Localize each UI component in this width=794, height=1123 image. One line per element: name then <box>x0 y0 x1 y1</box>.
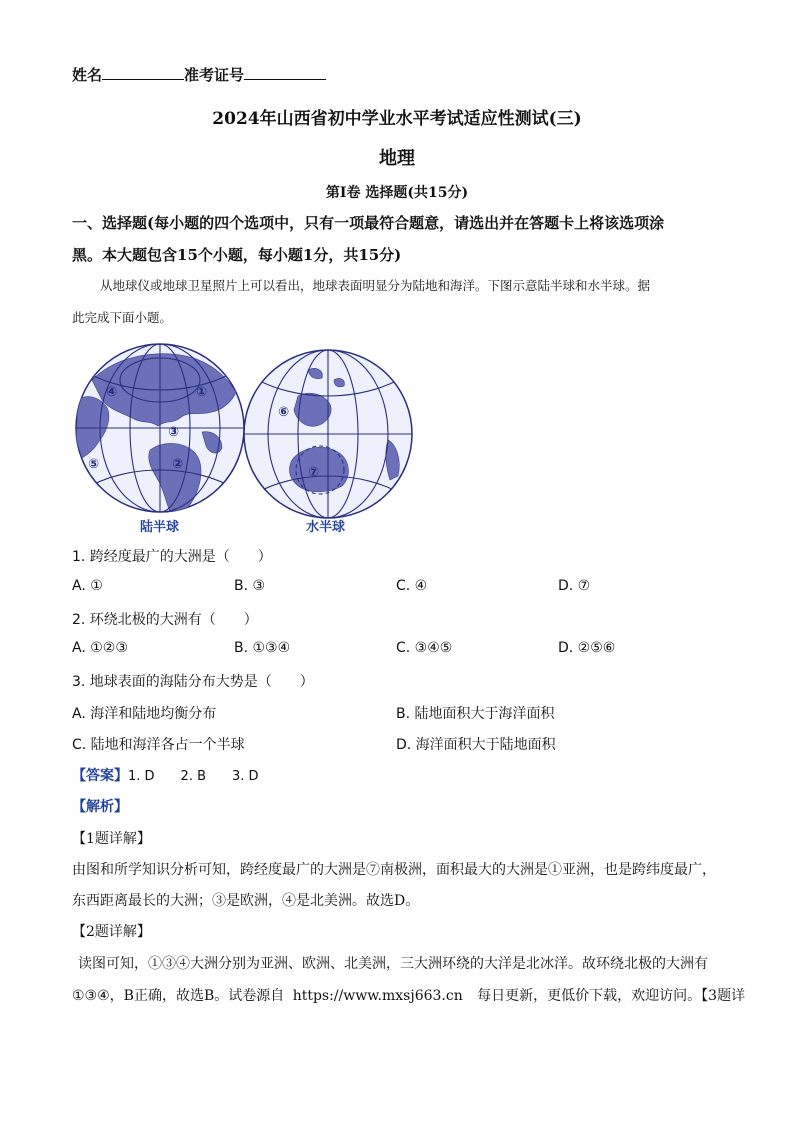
answer-text: 1. D 2. B 3. D <box>128 769 259 784</box>
detail-1-line2: 东西距离最长的大洲；③是欧洲，④是北美洲。故选D。 <box>72 893 420 909</box>
q2-option-c[interactable]: C. ③④⑤ <box>396 640 453 656</box>
id-label: 准考证号 <box>184 66 245 84</box>
page-title: 2024年山西省初中学业水平考试适应性测试(三) <box>212 109 582 129</box>
name-blank[interactable] <box>102 65 184 80</box>
question-2-stem: 2. 环绕北极的大洲有（ ） <box>72 612 258 628</box>
q3-option-d[interactable]: D. 海洋面积大于陆地面积 <box>396 737 556 753</box>
q2-option-b[interactable]: B. ①③④ <box>234 640 291 656</box>
q3-option-c[interactable]: C. 陆地和海洋各占一个半球 <box>72 737 245 753</box>
analysis-label: 【解析】 <box>72 799 128 815</box>
answer-label: 【答案】 <box>72 768 128 784</box>
q2-option-a[interactable]: A. ①②③ <box>72 640 128 656</box>
q1-option-d[interactable]: D. ⑦ <box>558 578 591 594</box>
land-hemisphere <box>72 340 270 540</box>
answer-line <box>72 765 259 785</box>
source-link[interactable]: https://www.mxsj663.cn <box>292 988 463 1004</box>
detail-1-line1: 由图和所学知识分析可知，跨经度最广的大洲是⑦南极洲，面积最大的大洲是①亚洲，也是跨纬度最广， <box>72 862 716 878</box>
id-blank[interactable] <box>244 65 326 80</box>
q1-option-c[interactable]: C. ④ <box>396 578 428 594</box>
section-instruction-line2: 黑。本大题包含15个小题，每小题1分，共15分) <box>72 246 402 264</box>
exam-header <box>72 64 326 85</box>
q3-option-b[interactable]: B. 陆地面积大于海洋面积 <box>396 706 555 722</box>
water-hemisphere-label: 水半球 <box>306 520 346 535</box>
q1-option-b[interactable]: B. ③ <box>234 578 266 594</box>
section-instruction-line1: 一、选择题(每小题的四个选项中，只有一项最符合题意，请选出并在答题卡上将该选项涂 <box>72 214 665 232</box>
marker-5: ⑤ <box>88 457 100 472</box>
q3-option-a[interactable]: A. 海洋和陆地均衡分布 <box>72 706 217 722</box>
question-1-stem: 1. 跨经度最广的大洲是（ ） <box>72 549 272 565</box>
marker-1: ① <box>196 385 208 400</box>
subject-title: 地理 <box>379 148 415 169</box>
question-3-stem: 3. 地球表面的海陆分布大势是（ ） <box>72 674 314 690</box>
intro-line2: 此完成下面小题。 <box>72 310 173 325</box>
q2-option-d[interactable]: D. ②⑤⑥ <box>558 640 616 656</box>
detail-2-label: 【2题详解】 <box>72 924 151 940</box>
marker-3: ③ <box>168 425 180 440</box>
detail-1-label: 【1题详解】 <box>72 831 151 847</box>
land-hemisphere-label: 陆半球 <box>140 520 180 535</box>
hemisphere-figure <box>72 340 422 540</box>
detail-2-line2-a: ①③④，B正确，故选B。试卷源自 <box>72 988 285 1004</box>
marker-2: ② <box>172 457 184 472</box>
marker-6: ⑥ <box>278 405 290 420</box>
detail-2-line1: 读图可知，①③④大洲分别为亚洲、欧洲、北美洲，三大洲环绕的大洋是北冰洋。故环绕北极的大洲有 <box>78 956 708 972</box>
detail-2-line2 <box>72 985 745 1005</box>
marker-7: ⑦ <box>308 465 320 480</box>
marker-4: ④ <box>106 385 118 400</box>
part-title: 第Ⅰ卷 选择题(共15分) <box>325 185 469 201</box>
detail-2-line2-b: 每日更新，更低价下载，欢迎访问。【3题详 <box>477 988 746 1004</box>
water-hemisphere <box>218 340 422 540</box>
name-label: 姓名 <box>72 66 103 84</box>
q1-option-a[interactable]: A. ① <box>72 578 103 594</box>
intro-line1: 从地球仪或地球卫星照片上可以看出，地球表面明显分为陆地和海洋。下图示意陆半球和水半球。据 <box>100 278 651 293</box>
